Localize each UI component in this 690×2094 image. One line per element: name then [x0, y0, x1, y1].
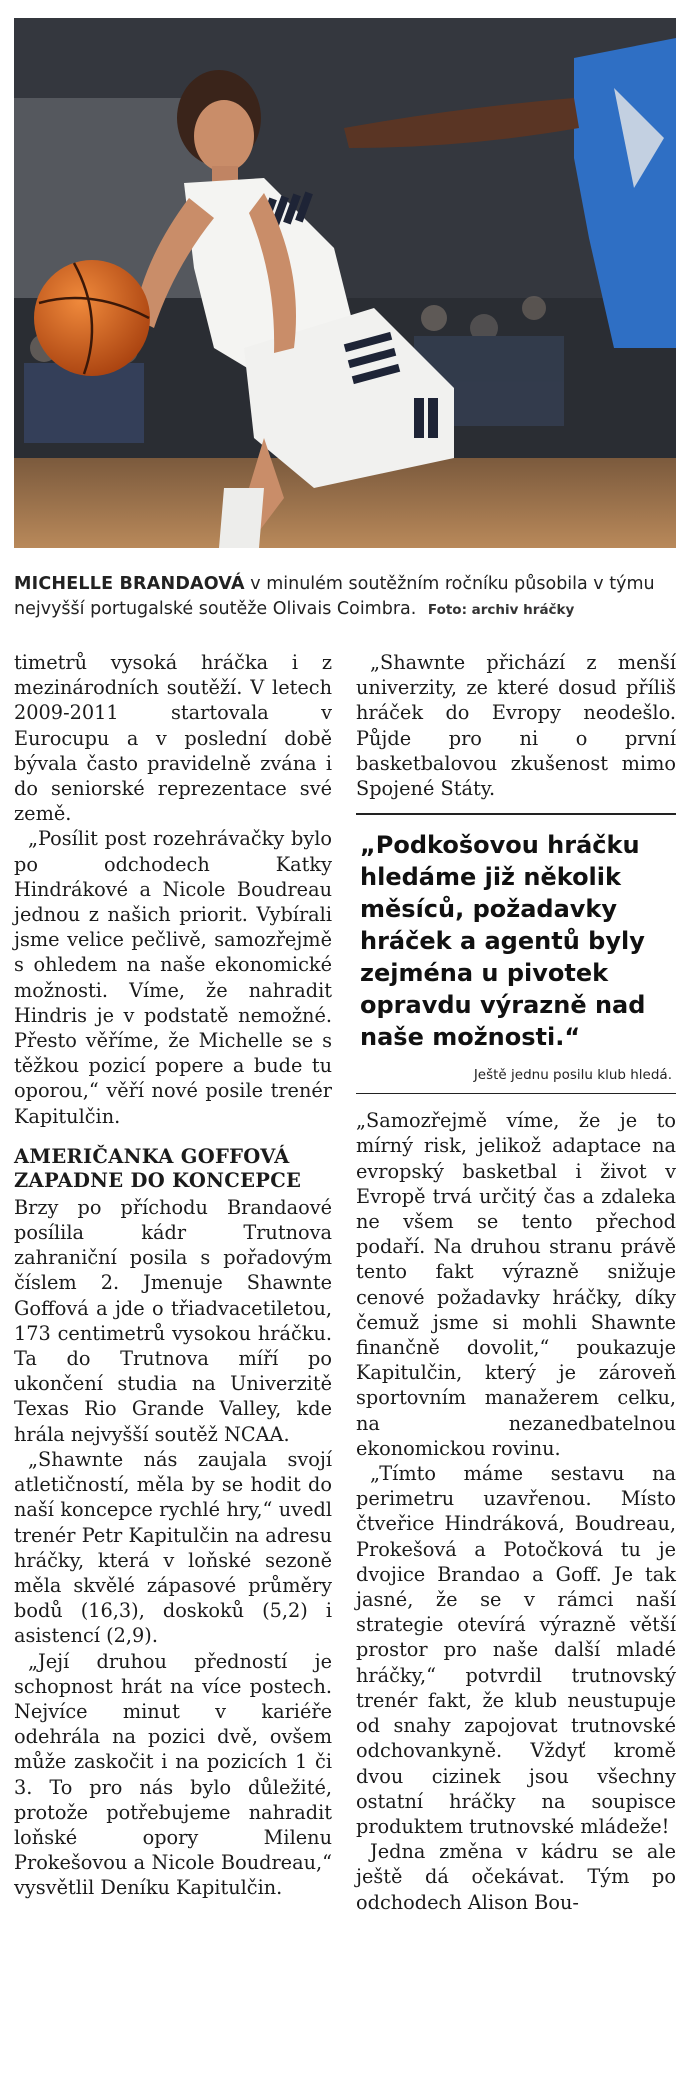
- photo-caption: [14, 572, 674, 623]
- caption-text: v minulém soutěžním ročníku působila v týmu nejvyšší portugalské soutěže Olivais Coimbra.: [14, 574, 655, 619]
- article-paragraph: „Posílit post rozehrávačky bylo po odchodech Katky Hindrákové a Nicole Boudreau jednou z našich priorit. Vybírali jsme velice pečlivě, samozřejmě s ohledem na naše ekonomické možnosti. Víme, že nahradit Hindris je v podstatě nemožné. Přesto věříme, že Michelle se s těžkou pozicí popere a bude tu oporou,“ věří nové posile trenér Kapitulčin.: [14, 827, 332, 1128]
- article-paragraph: „Její druhou předností je schopnost hrát na více postech. Nejvíce minut v kariéře odehrála na pozici dvě, ovšem může zaskočit i na pozicích 1 či 3. To pro nás bylo důležité, protože potřebujeme nahradit loňské opory Milenu Prokešovou a Nicole Boudreau,“ vysvětlil Deníku Kapitulčin.: [14, 1649, 332, 1900]
- article-paragraph: Brzy po příchodu Brandaové posílila kádr Trutnova zahraniční posila s pořadovým číslem 2. Jmenuje Shawnte Goffová a jde o třiadvacetiletou, 173 centimetrů vysokou hráčku. Ta do Trutnova míří po ukončení studia na Univerzitě Texas Rio Grande Valley, kde hrála nejvyšší soutěž NCAA.: [14, 1195, 332, 1446]
- article-column-right: [356, 650, 676, 1915]
- article-paragraph: „Samozřejmě víme, že je to mírný risk, jelikož adaptace na evropský basketbal i život v Evropě trvá určitý čas a zdaleka ne všem se tento přechod podaří. Na druhou stranu právě tento fakt výrazně snižuje cenové požadavky hráčky, díky čemuž jsme si mohli Shawnte finančně dovolit,“ poukazuje Kapitulčin, který je zároveň sportovním manažerem celku, na nezanedbatelnou ekonomickou rovinu.: [356, 1109, 676, 1460]
- article-paragraph: „Tímto máme sestavu na perimetru uzavřenou. Místo čtveřice Hindráková, Boudreau, Prokešová a Potočková tu je dvojice Brandao a Goff. Je tak jasné, že se v rámci naší strategie otevírá výrazně větší prostor pro naše další mladé hráčky,“ potvrdil trutnovský trenér fakt, že klub neustupuje od snahy zapojovat trutnovské odchovankyně. Vždyť kromě dvou cizinek jsou všechny ostatní hráčky na soupisce produktem trutnovské mládeže!: [356, 1462, 676, 1838]
- caption-name: MICHELLE BRANDAOVÁ: [14, 574, 245, 594]
- player-photo: [14, 18, 676, 548]
- article-paragraph: „Shawnte nás zaujala svojí atletičností, měla by se hodit do naší koncepce rychlé hry,“ uvedl trenér Petr Kapitulčin na adresu hráčky, která v loňské sezoně měla skvělé zápasové průměry bodů (16,3), doskoků (5,2) i asistencí (2,9).: [14, 1447, 332, 1648]
- article-subheading: AMERIČANKA GOFFOVÁ ZAPADNE DO KONCEPCE: [14, 1144, 302, 1192]
- article-column-left: [14, 650, 332, 1901]
- article-paragraph: „Shawnte přichází z menší univerzity, ze které dosud příliš hráček do Evropy neodešlo. Půjde pro ni o první basketbalovou zkušenost mimo Spojené Státy.: [356, 651, 676, 801]
- pull-quote-attribution: Ještě jednu posilu klub hledá.: [473, 1067, 672, 1084]
- article-paragraph: timetrů vysoká hráčka i z mezinárodních soutěží. V letech 2009-2011 startovala v Eurocupu a v poslední době bývala často pravidelně zvána i do seniorské reprezentace své země.: [14, 651, 332, 826]
- pull-quote-text: „Podkošovou hráčku hledáme již několik měsíců, požadavky hráček a agentů byly zejména u pivotek opravdu výrazně nad naše možnosti.“: [360, 831, 646, 1052]
- article-paragraph: Jedna změna v kádru se ale ještě dá očekávat. Tým po odchodech Alison Bou-: [356, 1840, 676, 1914]
- caption-credit: Foto: archiv hráčky: [427, 602, 575, 618]
- pull-quote: [356, 813, 676, 1094]
